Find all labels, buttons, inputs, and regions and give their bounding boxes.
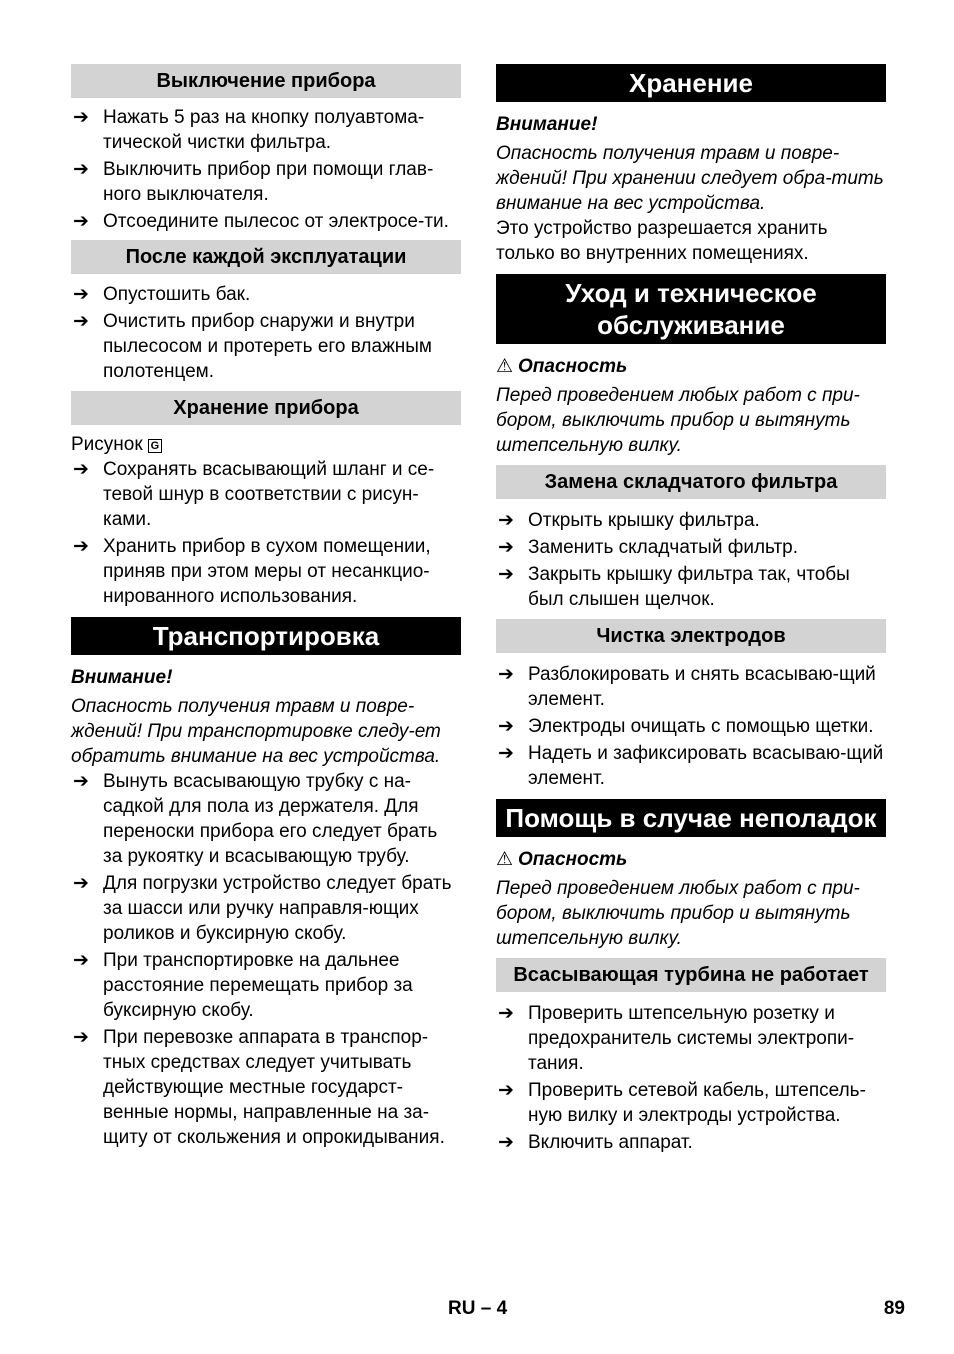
arrow-icon: ➔: [73, 950, 89, 971]
storage-text: Это устройство разрешается хранить только во внутренних помещениях.: [496, 218, 828, 264]
list-item: ➔ При транспортировке на дальнее расстояние перемещать прибор за буксирную скобу.: [73, 950, 413, 1021]
arrow-icon: ➔: [498, 664, 514, 685]
arrow-icon: ➔: [73, 1027, 89, 1048]
arrow-icon: ➔: [73, 211, 89, 232]
device-storage-list: [71, 457, 461, 609]
page-number: 89: [883, 1298, 905, 1319]
list-item: ➔ Вынуть всасывающую трубку с на-садкой для пола из держателя. Для переноски прибора его следует брать за рукоятку и всасывающую трубу.: [73, 771, 438, 867]
arrow-icon: ➔: [73, 536, 89, 557]
arrow-icon: ➔: [498, 510, 514, 531]
arrow-icon: ➔: [498, 716, 514, 737]
heading-electrode-cleaning: Чистка электродов: [496, 619, 886, 653]
attention-label: Внимание!: [71, 667, 173, 688]
after-use-list: [71, 282, 461, 384]
arrow-icon: ➔: [73, 771, 89, 792]
list-item: ➔ Отсоедините пылесос от электросе-ти.: [73, 211, 449, 232]
electrode-cleaning-list: [496, 662, 886, 791]
heading-care-maintenance: Уход и техническое обслуживание: [496, 274, 886, 344]
list-item: ➔ Открыть крышку фильтра.: [498, 510, 760, 531]
arrow-icon: ➔: [73, 459, 89, 480]
troubleshooting-danger-text: Перед проведением любых работ с при-бором, выключить прибор и вытянуть штепсельную вилку.: [496, 878, 860, 949]
arrow-icon: ➔: [498, 743, 514, 764]
heading-device-storage: Хранение прибора: [71, 391, 461, 425]
list-item: ➔ Надеть и зафиксировать всасываю-щий элемент.: [498, 743, 884, 789]
heading-switch-off: Выключение прибора: [71, 64, 461, 98]
transport-list: [71, 769, 461, 1150]
arrow-icon: ➔: [73, 107, 89, 128]
arrow-icon: ➔: [73, 311, 89, 332]
list-item: ➔ Проверить сетевой кабель, штепсель-ную вилку и электроды устройства.: [498, 1080, 866, 1126]
arrow-icon: ➔: [498, 564, 514, 585]
warning-triangle-icon: ⚠: [496, 356, 514, 377]
heading-storage: Хранение: [496, 64, 886, 102]
turbine-list: [496, 1001, 886, 1155]
list-item: ➔ Выключить прибор при помощи глав-ного выключателя.: [73, 159, 434, 205]
list-item: ➔ Заменить складчатый фильтр.: [498, 537, 799, 558]
arrow-icon: ➔: [498, 1003, 514, 1024]
care-danger-text: Перед проведением любых работ с при-бором, выключить прибор и вытянуть штепсельную вилку.: [496, 385, 860, 456]
list-item: ➔ Опустошить бак.: [73, 284, 251, 305]
arrow-icon: ➔: [498, 1080, 514, 1101]
heading-after-use: После каждой эксплуатации: [71, 240, 461, 274]
figure-letter-box: G: [148, 439, 162, 453]
transport-warning: Опасность получения травм и повре-ждений! При транспортировке следу-ет обратить внимание на вес устройства.: [71, 696, 441, 767]
heading-filter-replacement: Замена складчатого фильтра: [496, 465, 886, 499]
arrow-icon: ➔: [498, 1132, 514, 1153]
right-column: [496, 64, 886, 1157]
list-item: ➔ Закрыть крышку фильтра так, чтобы был слышен щелчок.: [498, 564, 850, 610]
arrow-icon: ➔: [498, 537, 514, 558]
switch-off-list: [71, 105, 461, 234]
heading-turbine-not-working: Всасывающая турбина не работает: [496, 958, 886, 992]
arrow-icon: ➔: [73, 159, 89, 180]
figure-reference: Рисунок G: [71, 432, 461, 457]
list-item: ➔ Разблокировать и снять всасываю-щий элемент.: [498, 664, 876, 710]
arrow-icon: ➔: [73, 284, 89, 305]
filter-replacement-list: [496, 508, 886, 612]
list-item: ➔ Проверить штепсельную розетку и предохранитель системы электропи-тания.: [498, 1003, 855, 1074]
heading-troubleshooting: Помощь в случае неполадок: [496, 799, 886, 837]
list-item: ➔ Нажать 5 раз на кнопку полуавтома-тической чистки фильтра.: [73, 107, 425, 153]
attention-label: Внимание!: [496, 114, 598, 135]
left-column: [71, 64, 461, 1152]
arrow-icon: ➔: [73, 873, 89, 894]
list-item: ➔ Включить аппарат.: [498, 1132, 693, 1153]
storage-warning: Опасность получения травм и повре-ждений! При хранении следует обра-тить внимание на вес устройства.: [496, 143, 884, 214]
list-item: ➔ При перевозке аппарата в транспор-тных средствах следует учитывать действующие местные государст-венные нормы, направленные на за-щиту от скольжения и опрокидывания.: [73, 1027, 445, 1148]
list-item: ➔ Очистить прибор снаружи и внутри пылесосом и протереть его влажным полотенцем.: [73, 311, 432, 382]
list-item: ➔ Электроды очищать с помощью щетки.: [498, 716, 874, 737]
list-item: ➔ Хранить прибор в сухом помещении, приняв при этом меры от несанкцио-нированного использования.: [73, 536, 431, 607]
warning-triangle-icon: ⚠: [496, 849, 514, 870]
danger-label: ⚠ Опасность: [496, 356, 628, 377]
heading-transport: Транспортировка: [71, 617, 461, 655]
list-item: ➔ Для погрузки устройство следует брать за шасси или ручку направля-ющих роликов и буксирную скобу.: [73, 873, 452, 944]
footer-section-marker: RU – 4: [448, 1298, 508, 1319]
danger-label: ⚠ Опасность: [496, 849, 628, 870]
list-item: ➔ Сохранять всасывающий шланг и се-тевой шнур в соответствии с рисун-ками.: [73, 459, 435, 530]
